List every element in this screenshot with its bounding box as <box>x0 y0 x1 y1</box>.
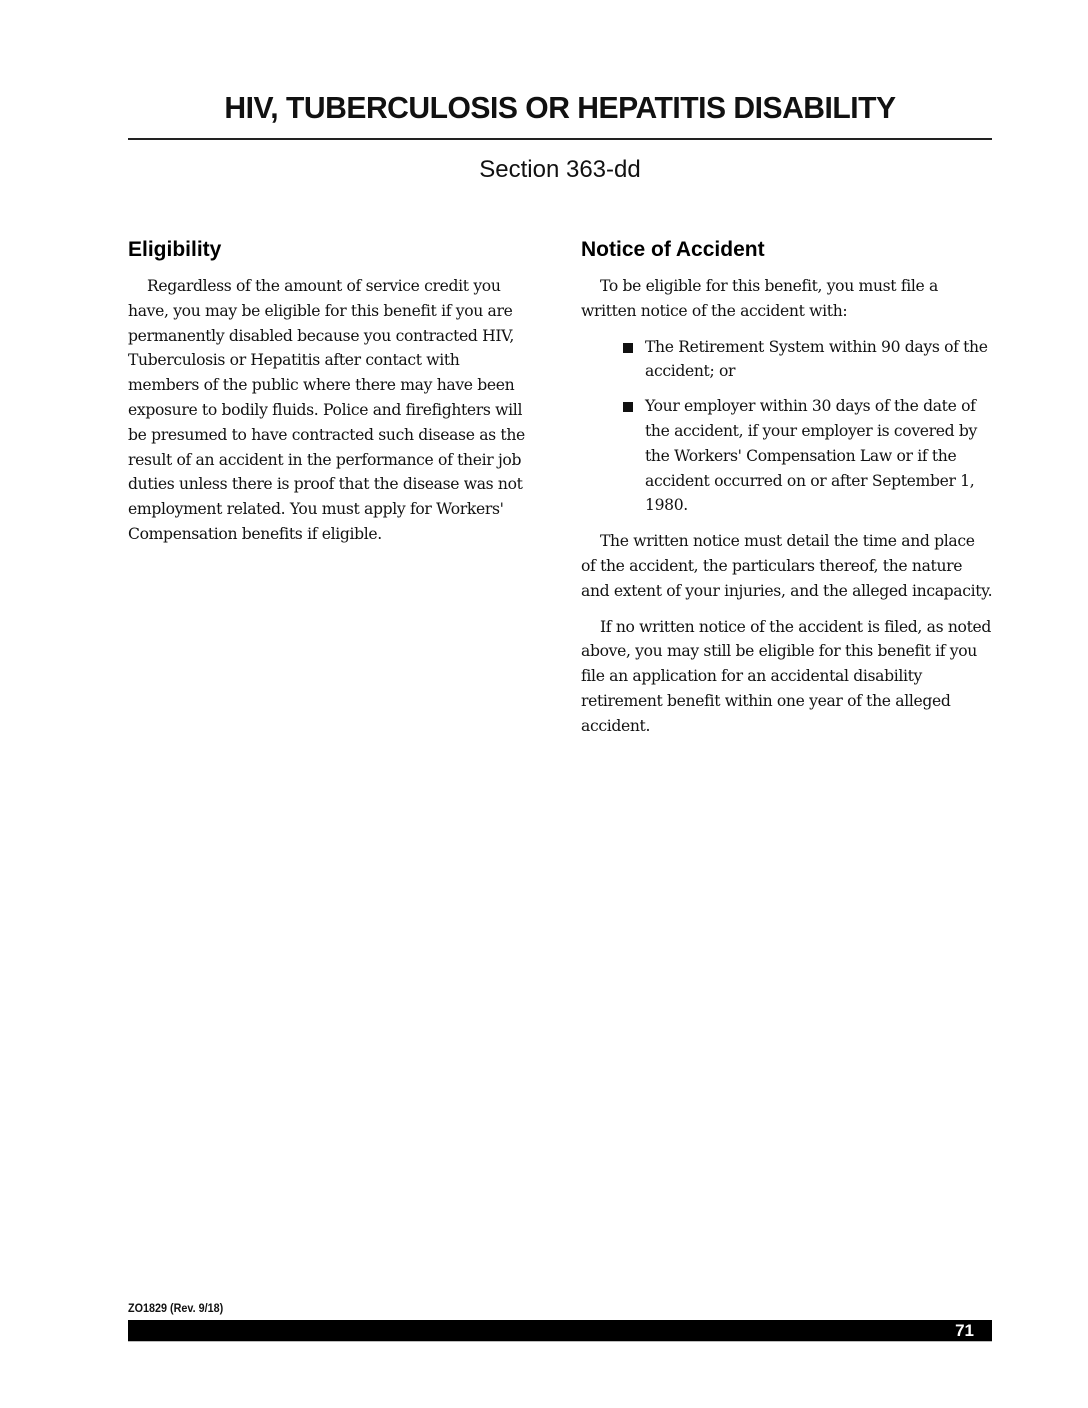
footer-bar <box>128 1320 992 1342</box>
page-number: 71 <box>955 1321 974 1340</box>
page-title: HIV, TUBERCULOSIS OR HEPATITIS DISABILITY <box>224 90 896 125</box>
notice-column <box>581 236 993 750</box>
notice-intro: To be eligible for this benefit, you must file a written notice of the accident with: <box>581 277 938 320</box>
square-bullet-icon <box>623 402 633 412</box>
eligibility-paragraph: Regardless of the amount of service credit you have, you may be eligible for this benefit if you are permanently disabled because you contracted HIV, Tuberculosis or Hepatitis after contact with members of the public where there may have been exposure to bodily fluids. Police and firefighters will be presumed to have contracted such disease as the result of an accident in the performance of their job duties unless there is proof that the disease was not employment related. You must apply for Workers' Compensation benefits if eligible. <box>128 277 525 543</box>
form-code: ZO1829 (Rev. 9/18) <box>128 1301 224 1315</box>
bullet-item <box>623 394 993 518</box>
bullet-text: The Retirement System within 90 days of the accident; or <box>645 337 988 381</box>
bullet-text: Your employer within 30 days of the date of the accident, if your employer is covered by the Workers' Compensation Law or if the accident occurred on or after September 1, 1980. <box>645 397 977 515</box>
notice-heading: Notice of Accident <box>581 238 765 261</box>
bullet-item <box>623 335 993 385</box>
title-divider <box>128 138 992 140</box>
notice-detail-paragraph: The written notice must detail the time and place of the accident, the particulars thereof, the nature and extent of your injuries, and the alleged incapacity. <box>581 532 993 600</box>
square-bullet-icon <box>623 343 633 353</box>
section-subtitle: Section 363-dd <box>479 156 641 183</box>
notice-late-filing-paragraph: If no written notice of the accident is filed, as noted above, you may still be eligible for this benefit if you file an application for an accidental disability retirement benefit within one year of the alleged accident. <box>581 617 992 735</box>
eligibility-heading: Eligibility <box>128 238 222 261</box>
notice-bullet-list <box>581 335 993 519</box>
eligibility-column <box>128 236 530 558</box>
